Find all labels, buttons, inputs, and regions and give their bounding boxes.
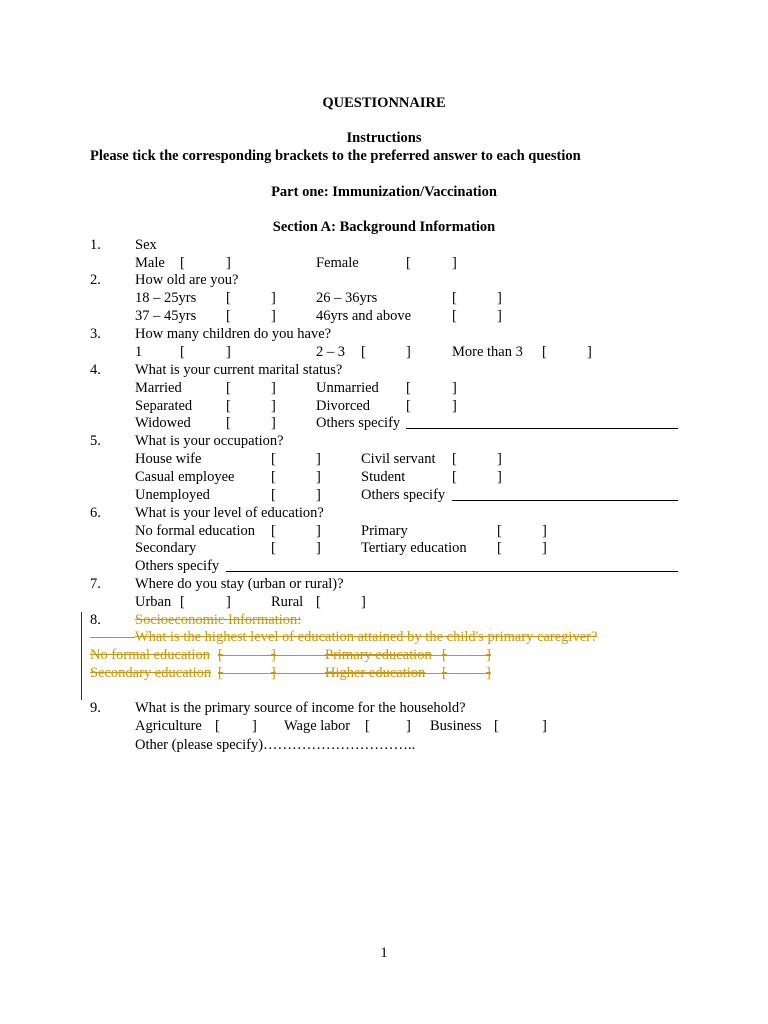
checkbox-open[interactable]: [ — [316, 594, 321, 610]
checkbox-close[interactable]: ] — [406, 718, 411, 734]
option-label: Casual employee — [135, 469, 235, 485]
deleted-checkbox-close: ] — [271, 665, 276, 681]
checkbox-open[interactable]: [ — [215, 718, 220, 734]
instructions-heading: Instructions — [346, 130, 422, 146]
option-label: Female — [316, 255, 359, 271]
question-text: What is your occupation? — [135, 433, 284, 449]
option-label: Others specify — [135, 558, 220, 574]
checkbox-close[interactable]: ] — [316, 451, 321, 467]
option-label: House wife — [135, 451, 202, 467]
option-label: Male — [135, 255, 165, 271]
other-specify[interactable]: Other (please specify)………………………….. — [135, 737, 416, 753]
checkbox-open[interactable]: [ — [180, 255, 185, 271]
question-text: How old are you? — [135, 272, 239, 288]
question-text: What is the primary source of income for the household? — [135, 700, 466, 716]
checkbox-close[interactable]: ] — [226, 344, 231, 360]
option-label: Others specify — [316, 415, 401, 431]
checkbox-open[interactable]: [ — [406, 255, 411, 271]
question-number: 8. — [90, 612, 101, 628]
option-label: Urban — [135, 594, 172, 610]
checkbox-close[interactable]: ] — [271, 308, 276, 324]
checkbox-open[interactable]: [ — [271, 540, 276, 556]
question-number: 4. — [90, 362, 101, 378]
option-label: Secondary — [135, 540, 197, 556]
checkbox-open[interactable]: [ — [452, 469, 457, 485]
option-label: Wage labor — [284, 718, 351, 734]
option-label: Unmarried — [316, 380, 379, 396]
checkbox-open[interactable]: [ — [494, 718, 499, 734]
checkbox-open[interactable]: [ — [452, 290, 457, 306]
deleted-checkbox-close: ] — [486, 665, 491, 681]
question-text: Where do you stay (urban or rural)? — [135, 576, 344, 592]
checkbox-close[interactable]: ] — [452, 255, 457, 271]
checkbox-close[interactable]: ] — [542, 523, 547, 539]
checkbox-close[interactable]: ] — [497, 308, 502, 324]
option-label: 26 – 36yrs — [316, 290, 378, 306]
checkbox-close[interactable]: ] — [271, 398, 276, 414]
deleted-checkbox-open: [ — [442, 647, 447, 663]
question-number: 6. — [90, 505, 101, 521]
checkbox-close[interactable]: ] — [497, 290, 502, 306]
question-number: 3. — [90, 326, 101, 342]
checkbox-open[interactable]: [ — [542, 344, 547, 360]
checkbox-close[interactable]: ] — [271, 290, 276, 306]
checkbox-open[interactable]: [ — [361, 344, 366, 360]
checkbox-close[interactable]: ] — [542, 718, 547, 734]
option-label: 18 – 25yrs — [135, 290, 197, 306]
checkbox-open[interactable]: [ — [180, 344, 185, 360]
checkbox-close[interactable]: ] — [316, 469, 321, 485]
deleted-row-strike — [218, 655, 491, 656]
checkbox-open[interactable]: [ — [452, 451, 457, 467]
option-label: Agriculture — [135, 718, 202, 734]
checkbox-close[interactable]: ] — [406, 344, 411, 360]
question-text: Sex — [135, 237, 157, 253]
checkbox-open[interactable]: [ — [406, 380, 411, 396]
question-number: 9. — [90, 700, 101, 716]
option-label: Divorced — [316, 398, 370, 414]
option-label: Others specify — [361, 487, 446, 503]
checkbox-close[interactable]: ] — [226, 594, 231, 610]
checkbox-open[interactable]: [ — [271, 451, 276, 467]
question-text: What is your level of education? — [135, 505, 324, 521]
deleted-row-strike — [218, 673, 491, 674]
checkbox-close[interactable]: ] — [361, 594, 366, 610]
option-label: No formal education — [135, 523, 255, 539]
checkbox-open[interactable]: [ — [226, 398, 231, 414]
question-text: What is your current marital status? — [135, 362, 343, 378]
checkbox-open[interactable]: [ — [226, 380, 231, 396]
page-number: 1 — [380, 945, 388, 961]
change-bar — [81, 612, 82, 700]
deleted-tab-strike — [90, 637, 135, 638]
checkbox-open[interactable]: [ — [271, 523, 276, 539]
checkbox-close[interactable]: ] — [452, 398, 457, 414]
checkbox-open[interactable]: [ — [452, 308, 457, 324]
checkbox-open[interactable]: [ — [226, 308, 231, 324]
question-number: 2. — [90, 272, 101, 288]
checkbox-close[interactable]: ] — [271, 380, 276, 396]
checkbox-open[interactable]: [ — [226, 415, 231, 431]
checkbox-open[interactable]: [ — [497, 523, 502, 539]
deleted-checkbox-open: [ — [442, 665, 447, 681]
checkbox-close[interactable]: ] — [316, 487, 321, 503]
part-heading: Part one: Immunization/Vaccination — [271, 184, 497, 200]
checkbox-open[interactable]: [ — [497, 540, 502, 556]
deleted-question-text: Socioeconomic Information: — [135, 612, 302, 628]
question-number: 7. — [90, 576, 101, 592]
checkbox-close[interactable]: ] — [252, 718, 257, 734]
option-label: Student — [361, 469, 406, 485]
question-text: How many children do you have? — [135, 326, 332, 342]
deleted-question-subtext: What is the highest level of education attained by the child's primary caregiver? — [135, 629, 598, 645]
checkbox-close[interactable]: ] — [316, 523, 321, 539]
deleted-option-label: Higher education — [325, 665, 426, 681]
checkbox-open[interactable]: [ — [271, 469, 276, 485]
checkbox-close[interactable]: ] — [316, 540, 321, 556]
checkbox-close[interactable]: ] — [271, 415, 276, 431]
checkbox-close[interactable]: ] — [452, 380, 457, 396]
option-label: Married — [135, 380, 182, 396]
page-title: QUESTIONNAIRE — [322, 95, 446, 111]
instructions-text: Please tick the corresponding brackets to the preferred answer to each question — [90, 148, 581, 164]
question-number: 5. — [90, 433, 101, 449]
deleted-checkbox-close: ] — [271, 647, 276, 663]
option-label: Separated — [135, 398, 193, 414]
deleted-checkbox-open: [ — [218, 665, 223, 681]
option-label: 46yrs and above — [316, 308, 412, 324]
checkbox-close[interactable]: ] — [226, 255, 231, 271]
specify-line[interactable] — [452, 500, 678, 501]
checkbox-close[interactable]: ] — [497, 451, 502, 467]
checkbox-close[interactable]: ] — [542, 540, 547, 556]
deleted-option-label: No formal education — [90, 647, 210, 663]
checkbox-open[interactable]: [ — [271, 487, 276, 503]
checkbox-open[interactable]: [ — [365, 718, 370, 734]
option-label: Business — [430, 718, 482, 734]
checkbox-close[interactable]: ] — [587, 344, 592, 360]
checkbox-open[interactable]: [ — [180, 594, 185, 610]
deleted-checkbox-open: [ — [218, 647, 223, 663]
checkbox-open[interactable]: [ — [406, 398, 411, 414]
option-label: More than 3 — [452, 344, 523, 360]
option-label: Rural — [271, 594, 304, 610]
question-number: 1. — [90, 237, 101, 253]
option-label: Primary — [361, 523, 408, 539]
option-label: Tertiary education — [361, 540, 467, 556]
deleted-checkbox-close: ] — [486, 647, 491, 663]
section-heading: Section A: Background Information — [272, 219, 496, 235]
specify-line[interactable] — [226, 571, 678, 572]
option-label: Unemployed — [135, 487, 210, 503]
deleted-option-label: Secondary education — [90, 665, 212, 681]
option-label: 37 – 45yrs — [135, 308, 197, 324]
specify-line[interactable] — [406, 428, 678, 429]
deleted-option-label: Primary education — [325, 647, 432, 663]
option-label: 2 – 3 — [316, 344, 345, 360]
option-label: Widowed — [135, 415, 191, 431]
checkbox-close[interactable]: ] — [497, 469, 502, 485]
option-label: Civil servant — [361, 451, 436, 467]
option-label: 1 — [135, 344, 143, 360]
checkbox-open[interactable]: [ — [226, 290, 231, 306]
